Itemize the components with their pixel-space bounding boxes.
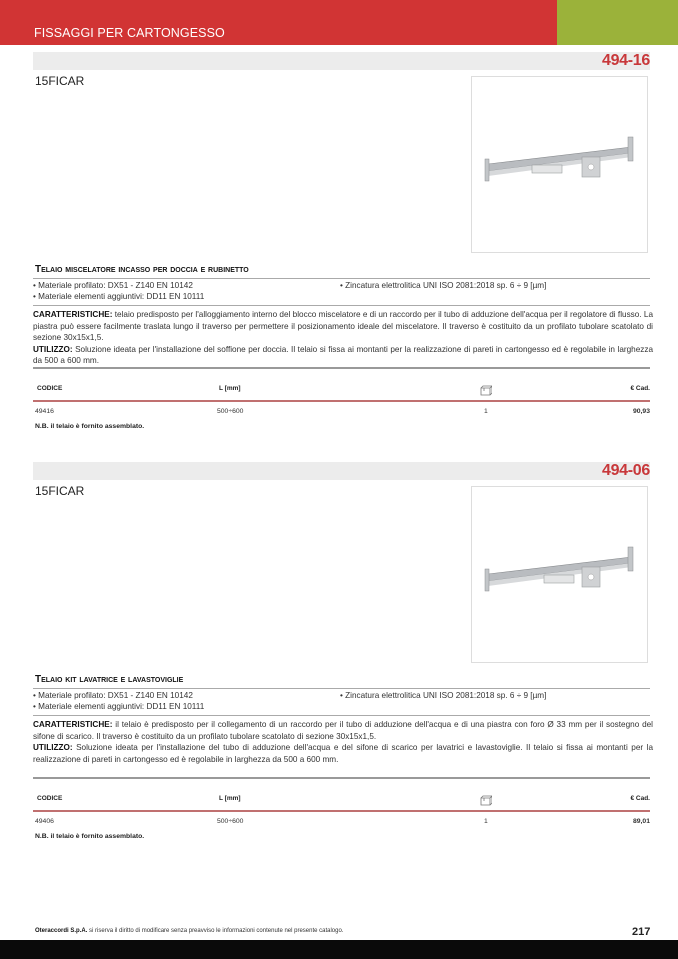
description [33,719,653,765]
divider [33,305,650,306]
footer-disclaimer [35,928,344,934]
brand-label: 15FICAR [35,484,85,498]
usage-text: Soluzione ideata per l'installazione del tubo di adduzione dell'acqua e del sifone di scarico per lavatrici e lavastoviglie. Il telaio si fissa ai montanti per la realizzazione di pareti in cartongesso ed è regolabile in larghezza da 500 a 600 mm. [33,743,653,764]
characteristics-text: telaio predisposto per l'alloggiamento interno del blocco miscelatore e di un raccordo per il tubo di adduzione dell'acqua per il regolatore di flusso. La piastra può essere facilmente traslata lungo il traverso per permettere il posizionamento ideale del miscelatore. Il traverso è costituito da un profilato tubolare scatolato di sezione 30x15x1,5. [33,310,653,343]
spec-bullet: • Materiale elementi aggiuntivi: DD11 EN 10111 [33,292,205,301]
characteristics-text: il telaio è predisposto per il collegamento di un raccordo per il tubo di adduzione dell'acqua e di una piastra con foro Ø 33 mm per il sostegno del sifone di scarico. Il traverso è costituito da un profilato tubolare scatolato di sezione 30x15x1,5. [33,720,653,741]
telaio-illustration [472,77,647,252]
table-header-line [33,810,650,812]
col-header-length: L [mm] [219,795,241,802]
cell-code: 49416 [35,408,54,415]
product-title: Telaio miscelatore incasso per doccia e rubinetto [35,264,249,275]
spec-bullet: • Materiale profilato: DX51 - Z140 EN 10142 [33,281,193,290]
disclaimer-text: si riserva il diritto di modificare senza preavviso le informazioni contenute nel presente catalogo. [87,928,344,934]
col-header-length: L [mm] [219,385,241,392]
usage-label: UTILIZZO: [33,344,73,354]
cell-price: 89,01 [632,818,650,825]
product-code: 494-06 [601,462,650,479]
product-title: Telaio kit lavatrice e lavastoviglie [35,674,184,685]
note: N.B. il telaio è fornito assemblato. [35,423,145,430]
package-icon [480,385,492,398]
cell-price: 90,93 [632,408,650,415]
usage-label: UTILIZZO: [33,743,73,753]
usage-text: Soluzione ideata per l'installazione del soffione per doccia. Il telaio si fissa ai montanti per la realizzazione di pareti in cartongesso ed è regolabile in larghezza da 500 a 600 mm. [33,344,653,366]
company-name: Oteraccordi S.p.A. [35,928,88,934]
divider [33,688,650,689]
brand-label: 15FICAR [35,74,85,88]
product-code: 494-16 [601,52,650,69]
divider [33,278,650,279]
cell-quantity: 1 [484,818,488,825]
spec-bullet: • Materiale elementi aggiuntivi: DD11 EN 10111 [33,702,205,711]
section-title: FISSAGGI PER CARTONGESSO [34,26,225,40]
product-image [471,486,648,663]
cell-length: 500÷600 [217,818,244,825]
package-icon [480,795,492,808]
description [33,309,653,367]
col-header-code: CODICE [37,795,63,802]
cell-code: 49406 [35,818,54,825]
telaio-illustration [472,487,647,662]
characteristics-label: CARATTERISTICHE: [33,310,113,319]
code-band [33,462,650,480]
cell-quantity: 1 [484,408,488,415]
bottom-bar [0,940,678,959]
divider [33,777,650,779]
note: N.B. il telaio è fornito assemblato. [35,833,145,840]
spec-bullet: • Zincatura elettrolitica UNI ISO 2081:2018 sp. 6 ÷ 9 [µm] [340,691,547,700]
col-header-price: € Cad. [630,795,650,802]
product-image [471,76,648,253]
col-header-price: € Cad. [630,385,650,392]
code-band [33,52,650,70]
spec-bullet: • Zincatura elettrolitica UNI ISO 2081:2018 sp. 6 ÷ 9 [µm] [340,281,547,290]
col-header-code: CODICE [37,385,63,392]
divider [33,367,650,369]
page-number: 217 [632,926,651,938]
product-section [0,462,678,862]
spec-bullet: • Materiale profilato: DX51 - Z140 EN 10142 [33,691,193,700]
cell-length: 500÷600 [217,408,244,415]
divider [33,715,650,716]
table-header-line [33,400,650,402]
product-section [0,52,678,452]
header-accent [557,0,678,45]
characteristics-label: CARATTERISTICHE: [33,720,113,729]
